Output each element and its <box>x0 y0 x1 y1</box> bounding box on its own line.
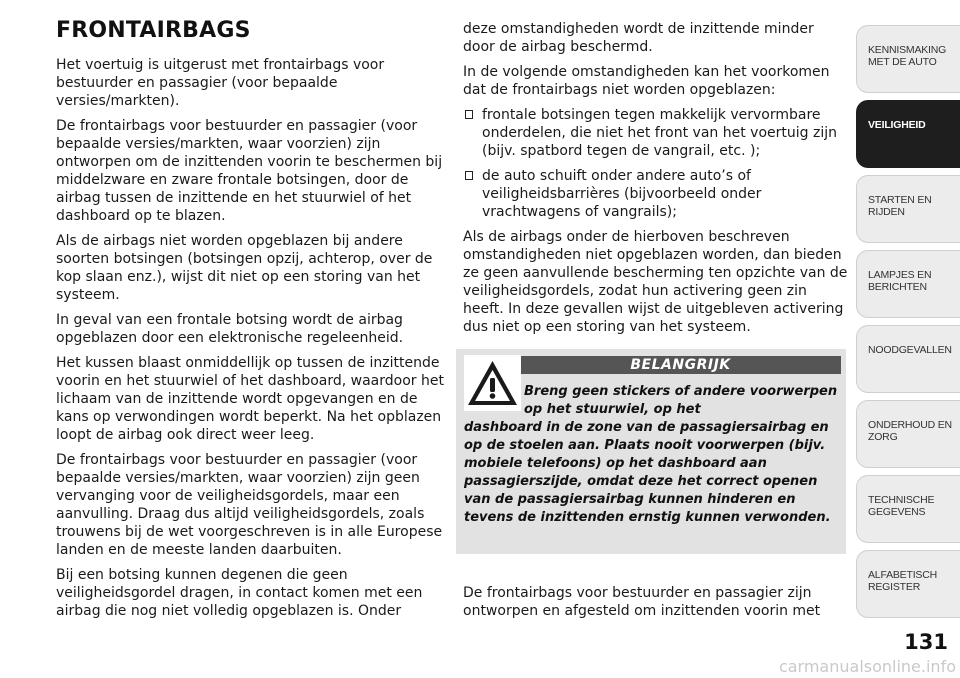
list-item <box>463 106 848 160</box>
paragraph: Bij een botsing kunnen degenen die geen veiligheidsgordel dragen, in contact komen met een airbag die nog niet volledig opgeblazen is. Onder <box>56 567 423 619</box>
tab-kennismaking[interactable] <box>856 25 960 93</box>
page-number: 131 <box>904 630 948 654</box>
tab-technische-gegevens[interactable] <box>856 475 960 543</box>
paragraph: deze omstandigheden wordt de inzittende minder door de airbag beschermd. <box>463 21 814 55</box>
tab-alfabetisch-register[interactable] <box>856 550 960 618</box>
paragraph: Het voertuig is uitgerust met frontairbags voor bestuurder en passagier (voor bepaalde versies/markten). <box>56 57 385 109</box>
paragraph: Als de airbags niet worden opgeblazen bij andere soorten botsingen (botsingen opzij, achterop, over de kop slaan enz.), wijst dit niet op een storing van het systeem. <box>56 233 433 303</box>
paragraph: Als de airbags onder de hierboven beschreven omstandigheden niet opgeblazen worden, dan bieden ze geen aanvullende bescherming ten opzichte van de veiligheidsgordels, zodat hun activering geen zin heeft. In deze gevallen wijst de uitgebleven activering dus niet op een storing van het systeem. <box>463 229 848 335</box>
tab-label: NOODGEVALLEN <box>868 344 952 356</box>
tab-starten-en-rijden[interactable] <box>856 175 960 243</box>
paragraph: In de volgende omstandigheden kan het voorkomen dat de frontairbags niet worden opgeblazen: <box>463 64 830 98</box>
list-item-text: de auto schuift onder andere auto’s of veiligheidsbarrières (bijvoorbeeld onder vrachtwagens of vangrails); <box>482 168 762 220</box>
tab-onderhoud-en-zorg[interactable] <box>856 400 960 468</box>
tab-label: LAMPJES EN BERICHTEN <box>868 269 932 293</box>
warning-text <box>464 383 842 527</box>
tab-label: ONDERHOUD EN ZORG <box>868 419 952 443</box>
checkbox-bullet-icon <box>465 171 473 180</box>
paragraph: De frontairbags voor bestuurder en passagier (voor bepaalde versies/markten, waar voorzien) zijn ontworpen om de inzittenden voorin te beschermen bij middelzware en zware frontale botsingen, door de airbag tussen de inzittende en het stuurwiel of het dashboard op te blazen. <box>56 118 443 224</box>
watermark: carmanualsonline.info <box>778 657 956 676</box>
tab-label: VEILIGHEID <box>868 119 926 131</box>
paragraph: De frontairbags voor bestuurder en passagier zijn ontworpen en afgesteld om inzittenden voorin met <box>463 585 821 619</box>
tab-veiligheid[interactable] <box>856 100 960 168</box>
paragraph: In geval van een frontale botsing wordt de airbag opgeblazen door een elektronische regeleenheid. <box>56 312 404 346</box>
paragraph: De frontairbags voor bestuurder en passagier (voor bepaalde versies/markten, waar voorzien) zijn geen vervanging voor de veiligheidsgordels, maar een aanvulling. Draag dus altijd veiligheidsgordels, zoals trouwens bij de wet voorgeschreven is in alle Europese landen en de meeste landen daarbuiten. <box>56 452 443 558</box>
warning-box <box>456 349 846 554</box>
tab-lampjes-en-berichten[interactable] <box>856 250 960 318</box>
right-column-bottom <box>463 584 848 627</box>
paragraph: Het kussen blaast onmiddellijk op tussen de inzittende voorin en het stuurwiel of het dashboard, waardoor het lichaam van de inzittende wordt opgevangen en de kans op verwondingen wordt beperkt. Na het opblazen loopt de airbag ook direct weer leeg. <box>56 355 444 443</box>
tab-label: KENNISMAKING MET DE AUTO <box>868 44 947 68</box>
tab-label: ALFABETISCH REGISTER <box>868 569 937 593</box>
left-column <box>56 56 444 627</box>
warning-text-rest: dashboard in de zone van de passagiersairbag en op de stoelen aan. Plaats nooit voorwerpen (bijv. mobiele telefoons) op het dashboard aan passagierszijde, omdat deze het correct openen van de passagiersairbag kunnen hinderen en tevens de inzittenden ernstig kunnen verwonden. <box>464 420 831 525</box>
right-column <box>463 20 848 343</box>
checkbox-bullet-icon <box>465 110 473 119</box>
warning-header: BELANGRIJK <box>520 356 841 374</box>
list-item <box>463 167 848 221</box>
tab-label: STARTEN EN RIJDEN <box>868 194 932 218</box>
warning-text-indented: Breng geen stickers of andere voorwerpen op het stuurwiel, op het <box>524 384 838 417</box>
tab-label: TECHNISCHE GEGEVENS <box>868 494 935 518</box>
list-item-text: frontale botsingen tegen makkelijk vervormbare onderdelen, die niet het front van het voertuig zijn (bijv. spatbord tegen de vangrail, etc. ); <box>482 107 837 159</box>
tab-noodgevallen[interactable] <box>856 325 960 393</box>
page-title: FRONTAIRBAGS <box>56 18 251 43</box>
